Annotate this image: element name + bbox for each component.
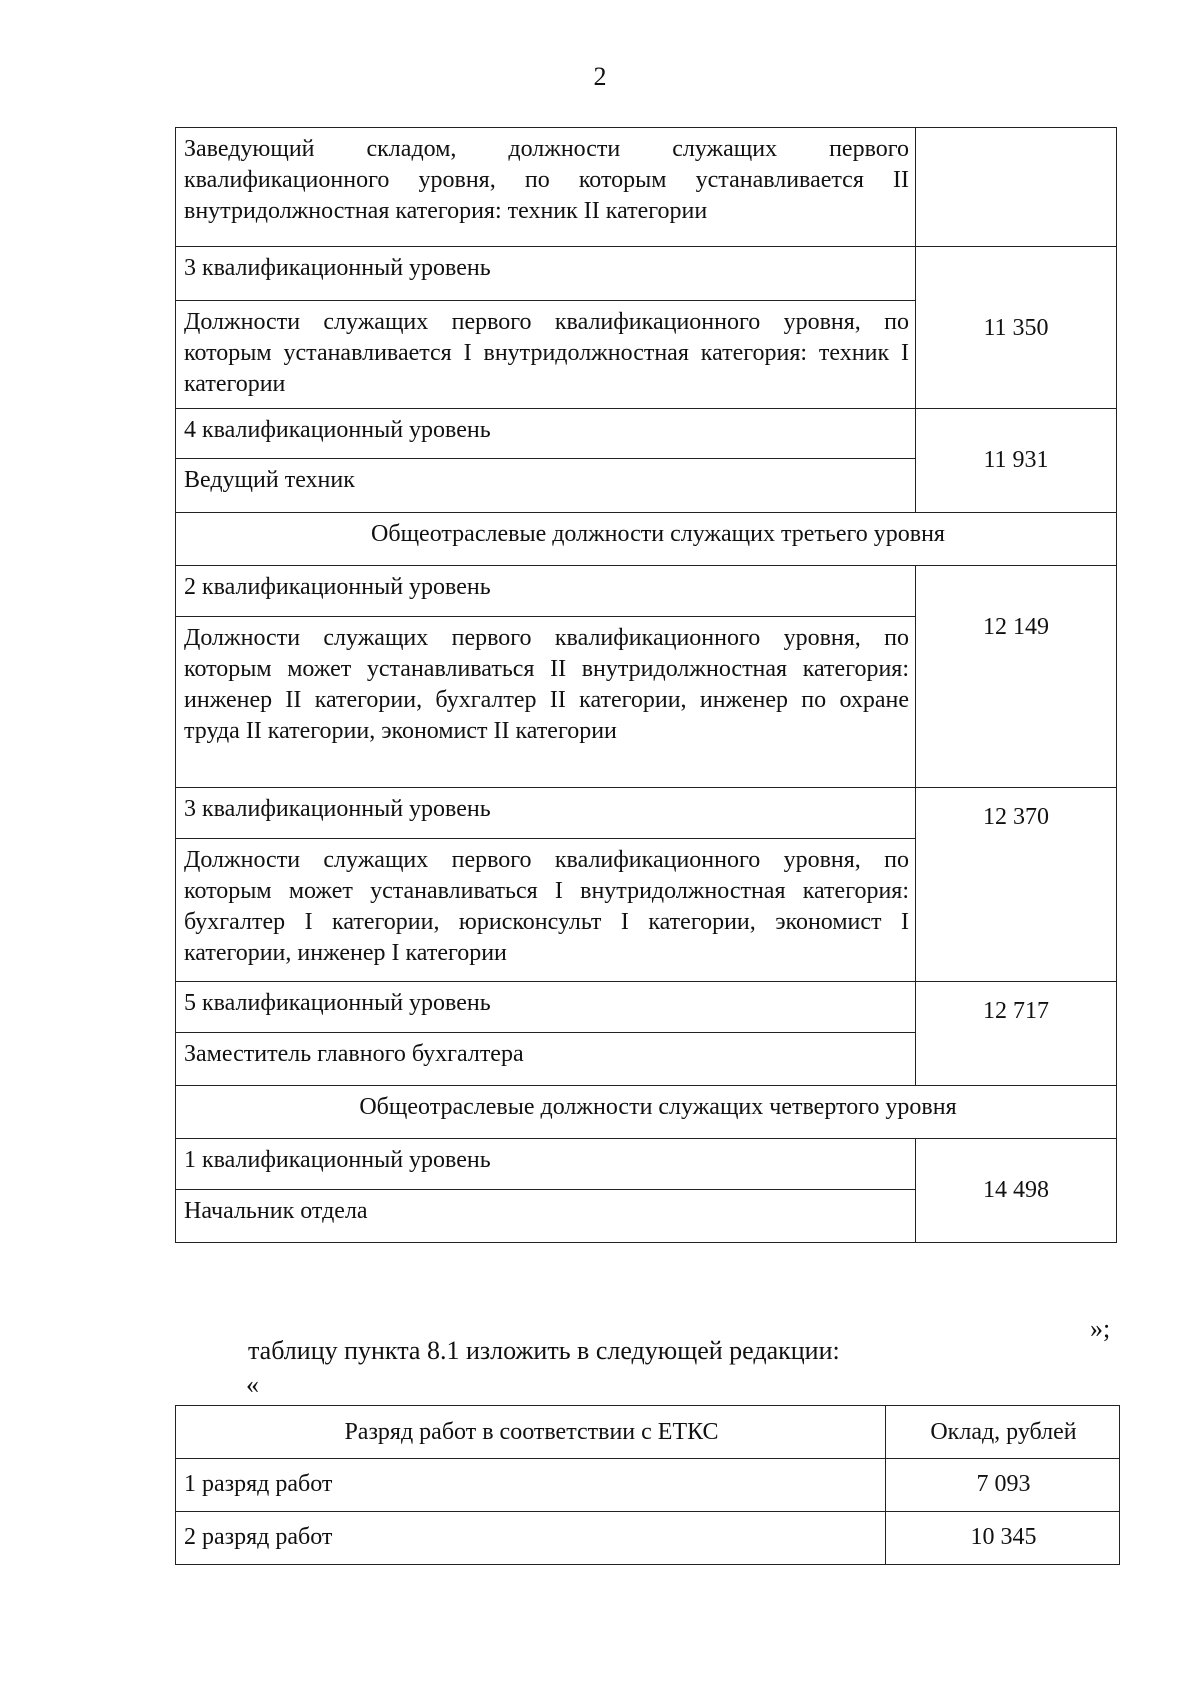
table-row [176, 1086, 1117, 1139]
table-row [176, 982, 1117, 1033]
value-cell: 12 149 [916, 566, 1117, 788]
table-cell: Заместитель главного бухгалтера [176, 1033, 916, 1086]
table-cell: Заведующий складом, должности служащих первого квалификационного уровня, по которым устанавливается II внутридолжностная категория: техник II категории [176, 128, 916, 247]
amendment-paragraph: таблицу пункта 8.1 изложить в следующей редакции: [248, 1336, 840, 1365]
table-row [176, 1459, 1120, 1512]
value-cell-empty [916, 128, 1117, 247]
table-row [176, 247, 1117, 301]
column-header: Разряд работ в соответствии с ЕТКС [176, 1406, 886, 1459]
page-number: 2 [593, 62, 607, 91]
column-header: Оклад, рублей [886, 1406, 1120, 1459]
table-cell: Должности служащих первого квалификационного уровня, по которым может устанавливаться I внутридолжностная категория: бухгалтер I категории, юрисконсульт I категории, экономист I категории, инженер I категории [176, 839, 916, 982]
table-cell: 3 квалификационный уровень [176, 788, 916, 839]
table-cell: 4 квалификационный уровень [176, 409, 916, 459]
grade-cell: 1 разряд работ [176, 1459, 886, 1512]
table-cell: 2 квалификационный уровень [176, 566, 916, 617]
section-heading: Общеотраслевые должности служащих четвертого уровня [176, 1086, 1117, 1139]
section-heading: Общеотраслевые должности служащих третьего уровня [176, 513, 1117, 566]
table-cell: Должности служащих первого квалификационного уровня, по которым может устанавливаться II внутридолжностная категория: инженер II категории, бухгалтер II категории, инженер по охране труда II категории, экономист II категории [176, 617, 916, 788]
table-row [176, 513, 1117, 566]
closing-quote: »; [1090, 1314, 1111, 1343]
salary-cell: 10 345 [886, 1512, 1120, 1565]
table-row [176, 1512, 1120, 1565]
salary-table-levels [175, 127, 1117, 1243]
table-row [176, 128, 1117, 247]
salary-cell: 7 093 [886, 1459, 1120, 1512]
value-cell: 11 931 [916, 409, 1117, 513]
value-cell: 12 717 [916, 982, 1117, 1086]
table-cell: Должности служащих первого квалификационного уровня, по которым устанавливается I внутридолжностная категория: техник I категории [176, 301, 916, 409]
value-cell: 12 370 [916, 788, 1117, 982]
table-row [176, 1139, 1117, 1190]
salary-table-grades [175, 1405, 1120, 1565]
table-row [176, 788, 1117, 839]
table-cell: 3 квалификационный уровень [176, 247, 916, 301]
table-cell: 5 квалификационный уровень [176, 982, 916, 1033]
table-cell: 1 квалификационный уровень [176, 1139, 916, 1190]
table-header-row [176, 1406, 1120, 1459]
table-row [176, 409, 1117, 459]
value-cell: 11 350 [916, 247, 1117, 409]
opening-quote: « [246, 1370, 259, 1399]
table-row [176, 566, 1117, 617]
grade-cell: 2 разряд работ [176, 1512, 886, 1565]
table-cell: Ведущий техник [176, 459, 916, 513]
value-cell: 14 498 [916, 1139, 1117, 1243]
table-cell: Начальник отдела [176, 1190, 916, 1243]
